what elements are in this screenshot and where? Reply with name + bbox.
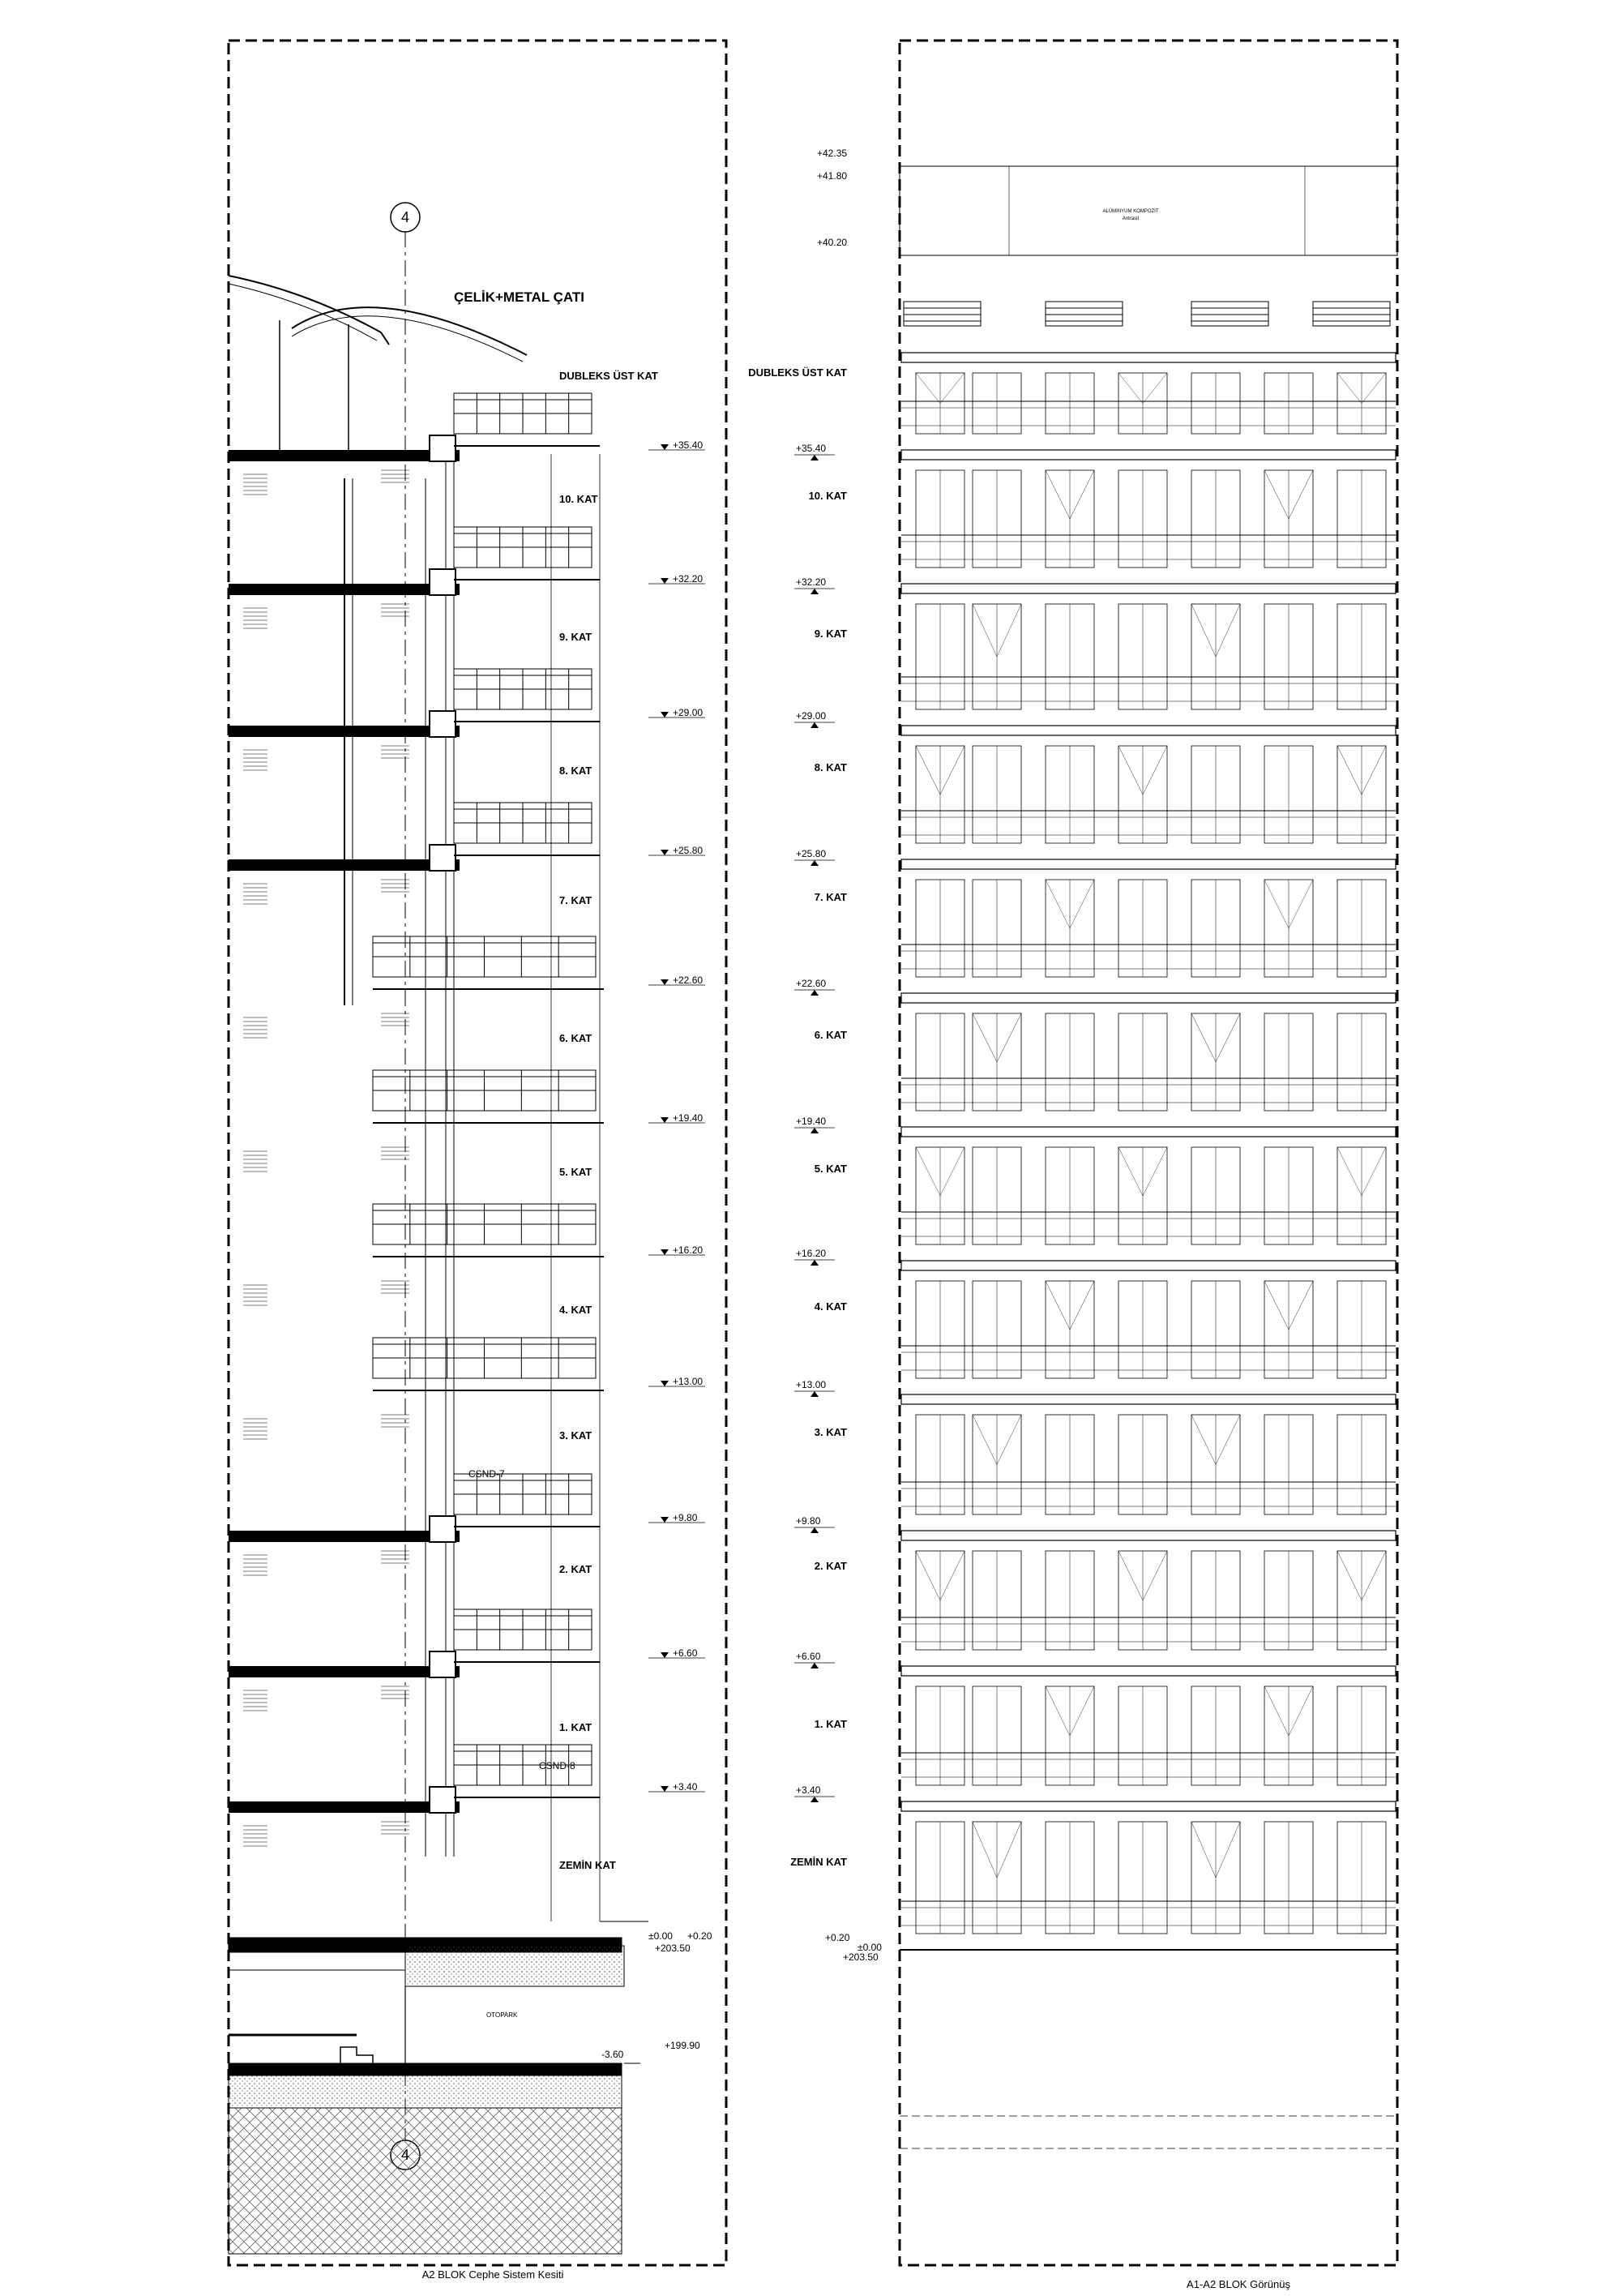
- slab-edge-beam: [430, 1516, 456, 1542]
- facade-storey: [901, 1531, 1396, 1650]
- floor-slab: [229, 450, 460, 461]
- parking-label: OTOPARK: [486, 2011, 518, 2019]
- axis-label-top: 4: [400, 209, 410, 225]
- elevation-floor-name: 10. KAT: [808, 490, 847, 502]
- elevation-floor: [794, 443, 1396, 568]
- balcony-railing: [373, 1070, 604, 1123]
- elevation-floor-elevation: +16.20: [796, 1248, 827, 1259]
- facade-storey: [901, 353, 1396, 434]
- elevation-floors: [748, 353, 1396, 1934]
- elevation-floor-elevation: +29.00: [796, 710, 827, 722]
- section-floor: [229, 669, 705, 777]
- balcony-railing: [454, 1745, 600, 1797]
- slab-band: [901, 1531, 1396, 1540]
- ground-elev-203-left: +203.50: [655, 1943, 691, 1954]
- detail-label-csnd8: CSND-8: [539, 1760, 575, 1771]
- top-elev-4180: +41.80: [817, 170, 848, 182]
- section-floor-name: 2. KAT: [559, 1563, 592, 1575]
- top-elev-4235: +42.35: [817, 148, 848, 159]
- balcony-railing: [373, 1338, 604, 1390]
- section-floor-elevation: +25.80: [673, 845, 704, 856]
- section-floor: [243, 1070, 705, 1178]
- section-floors: [229, 370, 705, 1871]
- section-floor-name: 7. KAT: [559, 894, 592, 906]
- section-floor: [229, 393, 705, 505]
- ground-elev-zero-left: ±0.00: [648, 1930, 673, 1942]
- slab-edge-beam: [430, 1651, 456, 1677]
- section-note-block: [243, 1822, 409, 1846]
- slab-edge-beam: [430, 435, 456, 461]
- floor-slab: [229, 1801, 460, 1813]
- section-note-block: [243, 604, 409, 628]
- floor-slab: [229, 584, 460, 595]
- section-floor: [229, 1745, 705, 1871]
- elevation-floor: [794, 1651, 1396, 1785]
- slab-band: [901, 1801, 1396, 1811]
- elevation-floor-elevation: +35.40: [796, 443, 827, 454]
- section-floor-name: 10. KAT: [559, 493, 598, 505]
- elevation-floor-name: 5. KAT: [814, 1163, 847, 1175]
- facade-storey: [901, 1666, 1396, 1785]
- section-floor: [243, 1204, 705, 1316]
- elevation-caption: A1-A2 BLOK Görünüş: [1187, 2278, 1290, 2290]
- roof-label: ÇELİK+METAL ÇATI: [454, 289, 585, 305]
- section-floor-elevation: +9.80: [673, 1512, 698, 1523]
- basement-elev-left: -3.60: [601, 2049, 624, 2060]
- section-floor-elevation: +6.60: [673, 1647, 698, 1659]
- section-floor-elevation: +16.20: [673, 1244, 704, 1256]
- elevation-floor: [794, 710, 1396, 843]
- facade-storey: [901, 1261, 1396, 1378]
- slab-band: [901, 353, 1396, 362]
- elevation-floor: [794, 848, 1396, 977]
- slab-band: [901, 1261, 1396, 1270]
- elevation-floor-name: 7. KAT: [814, 891, 847, 903]
- slab-band: [901, 726, 1396, 735]
- elevation-floor: [794, 1248, 1396, 1378]
- elevation-floor-elevation: +9.80: [796, 1515, 821, 1527]
- section-floor-elevation: +22.60: [673, 975, 704, 986]
- section-floor-name: 8. KAT: [559, 765, 592, 777]
- floor-slab: [229, 1531, 460, 1542]
- section-note-block: [243, 1147, 409, 1172]
- balcony-railing: [454, 527, 600, 580]
- section-floor-elevation: +29.00: [673, 707, 704, 718]
- section-caption: A2 BLOK Cephe Sistem Kesiti: [421, 2268, 564, 2281]
- elevation-floor: [794, 576, 1396, 709]
- basement-elev-199-left: +199.90: [665, 2040, 700, 2051]
- section-note-block: [243, 880, 409, 904]
- floor-slab: [229, 1666, 460, 1677]
- section-floor-name: 3. KAT: [559, 1429, 592, 1441]
- section-floor: [243, 936, 705, 1044]
- facade-storey: [901, 859, 1396, 977]
- section-note-block: [243, 1281, 409, 1305]
- elevation-floor-name: 3. KAT: [814, 1426, 847, 1438]
- facade-storey: [901, 993, 1396, 1111]
- facade-storey: [901, 1394, 1396, 1514]
- balcony-railing: [373, 936, 604, 989]
- facade-storey: [901, 1127, 1396, 1244]
- slab-edge-beam: [430, 1787, 456, 1813]
- section-floor-elevation: +19.40: [673, 1112, 704, 1124]
- elevation-floor: [794, 978, 1396, 1111]
- elevation-floor-name: ZEMİN KAT: [790, 1856, 847, 1868]
- slab-band: [901, 450, 1396, 460]
- section-floor-name: ZEMİN KAT: [559, 1859, 616, 1871]
- facade-storey: [901, 450, 1396, 568]
- elevation-floor-elevation: +19.40: [796, 1116, 827, 1127]
- section-floor-elevation: +35.40: [673, 439, 704, 451]
- section-floor-name: 9. KAT: [559, 631, 592, 643]
- balcony-railing: [454, 393, 600, 446]
- section-note-block: [243, 470, 409, 495]
- section-structure: [229, 203, 648, 2254]
- parapet-sub: Antrasit: [1122, 216, 1140, 221]
- slab-band: [901, 1666, 1396, 1676]
- facade-storey: [901, 1801, 1396, 1934]
- roof-louvers: [904, 302, 1390, 326]
- ground-elev-203-right: +203.50: [843, 1951, 879, 1963]
- elevation-floor-elevation: +13.00: [796, 1379, 827, 1390]
- ground-elev-zero-right: ±0.00: [858, 1942, 882, 1953]
- elevation-floor-name: 6. KAT: [814, 1029, 847, 1041]
- detail-label-csnd7: CSND-7: [468, 1468, 505, 1480]
- slab-edge-beam: [430, 569, 456, 595]
- section-floor-elevation: +13.00: [673, 1376, 704, 1387]
- top-elev-4020: +40.20: [817, 237, 848, 248]
- slab-edge-beam: [430, 845, 456, 871]
- facade-storey: [901, 584, 1396, 709]
- section-floor: [559, 370, 658, 382]
- elevation-floor: [794, 1116, 1396, 1244]
- section-note-block: [243, 746, 409, 770]
- axis-label-bottom: 4: [400, 2147, 410, 2163]
- elevation-frame: [900, 41, 1397, 2265]
- section-floor-name: DUBLEKS ÜST KAT: [559, 370, 658, 382]
- slab-band: [901, 584, 1396, 593]
- elevation-floor-name: 1. KAT: [814, 1718, 847, 1730]
- section-floor: [229, 1474, 705, 1575]
- floor-slab: [229, 726, 460, 737]
- elevation-floor-elevation: +25.80: [796, 848, 827, 859]
- parapet-label: ALÜMİNYUM KOMPOZİT: [1102, 209, 1159, 214]
- elevation-floor: [748, 353, 1396, 434]
- balcony-railing: [373, 1204, 604, 1257]
- elevation-floor-name: 9. KAT: [814, 628, 847, 640]
- section-floor-name: 6. KAT: [559, 1032, 592, 1044]
- elevation-floor-elevation: +32.20: [796, 576, 827, 588]
- section-floor-name: 5. KAT: [559, 1166, 592, 1178]
- section-floor: [229, 527, 705, 643]
- elevation-floor: [790, 1784, 1396, 1934]
- section-floor: [243, 1338, 705, 1441]
- slab-band: [901, 993, 1396, 1003]
- elevation-floor-elevation: +3.40: [796, 1784, 821, 1796]
- section-floor: [229, 1609, 705, 1733]
- section-note-block: [243, 1013, 409, 1038]
- elevation-structure: [900, 166, 1397, 2148]
- balcony-railing: [454, 669, 600, 722]
- elevation-floor-name: 2. KAT: [814, 1560, 847, 1572]
- balcony-railing: [454, 1474, 600, 1527]
- section-floor: [229, 803, 705, 906]
- section-floor-elevation: +3.40: [673, 1781, 698, 1793]
- elevation-floor-elevation: +22.60: [796, 978, 827, 989]
- slab-band: [901, 859, 1396, 869]
- floor-slab: [229, 859, 460, 871]
- section-floor-name: 4. KAT: [559, 1304, 592, 1316]
- slab-edge-beam: [430, 711, 456, 737]
- elevation-floor-elevation: +6.60: [796, 1651, 821, 1662]
- elevation-floor-name: DUBLEKS ÜST KAT: [748, 366, 847, 379]
- section-note-block: [243, 1415, 409, 1439]
- elevation-floor: [794, 1379, 1396, 1514]
- ground-elev-plus020-left: +0.20: [687, 1930, 712, 1942]
- section-note-block: [243, 1551, 409, 1575]
- slab-band: [901, 1394, 1396, 1404]
- balcony-railing: [454, 803, 600, 855]
- facade-storey: [901, 726, 1396, 843]
- section-floor-elevation: +32.20: [673, 573, 704, 585]
- elevation-floor: [794, 1515, 1396, 1650]
- balcony-railing: [454, 1609, 600, 1662]
- slab-band: [901, 1127, 1396, 1137]
- elevation-floor-name: 8. KAT: [814, 761, 847, 773]
- elevation-floor-name: 4. KAT: [814, 1300, 847, 1313]
- section-floor-name: 1. KAT: [559, 1721, 592, 1733]
- section-note-block: [243, 1686, 409, 1711]
- ground-elev-plus020-right: +0.20: [825, 1932, 850, 1943]
